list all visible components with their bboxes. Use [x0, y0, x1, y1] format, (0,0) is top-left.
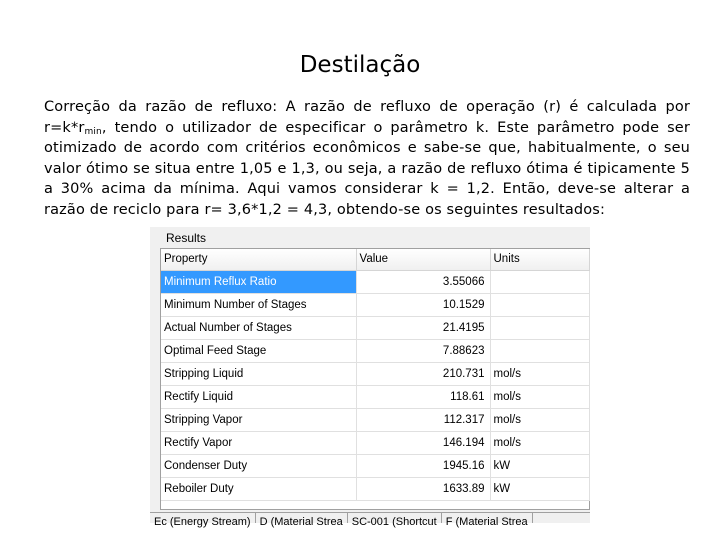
column-header-property[interactable]: Property — [161, 249, 356, 270]
page-title: Destilação — [299, 52, 421, 78]
cell-units[interactable]: kW — [490, 454, 589, 477]
table-row[interactable] — [161, 362, 589, 385]
cell-units[interactable]: mol/s — [490, 362, 589, 385]
cell-units[interactable]: mol/s — [490, 385, 589, 408]
paragraph-text-end: , tendo o utilizador de especificar o parâmetro k. Este parâmetro pode ser otimizado de acordo com critérios econômicos e sabe-se que, habitualmente, o seu valor ótimo se situa entre 1,05 e 1,3, ou seja, a razão de refluxo ótima é tipicamente 5 a 30% acima da mínima. Aqui vamos considerar k = 1,2. Então, deve-se alterar a razão de reciclo para r= 3,6*1,2 = 4,3, obtendo-se os seguintes resultados: — [44, 119, 690, 218]
header-row — [161, 249, 589, 270]
tab-material-stream-d[interactable]: D (Material Strea — [256, 513, 348, 523]
cell-property[interactable]: Reboiler Duty — [161, 477, 356, 500]
cell-property[interactable]: Rectify Liquid — [161, 385, 356, 408]
paragraph-text-start: Correção da razão de refluxo: A razão de refluxo de operação (r) é calculada por r=k*r — [44, 99, 690, 136]
cell-value[interactable]: 210.731 — [356, 362, 490, 385]
table-row[interactable] — [161, 454, 589, 477]
table-row[interactable] — [161, 316, 589, 339]
cell-property[interactable]: Stripping Vapor — [161, 408, 356, 431]
results-label: Results — [166, 231, 207, 245]
table-row[interactable] — [161, 270, 589, 293]
cell-value[interactable]: 21.4195 — [356, 316, 490, 339]
cell-units[interactable] — [490, 316, 589, 339]
cell-units[interactable]: kW — [490, 477, 589, 500]
table-row[interactable] — [161, 385, 589, 408]
cell-value[interactable]: 112.317 — [356, 408, 490, 431]
cell-value[interactable]: 1945.16 — [356, 454, 490, 477]
cell-value[interactable]: 118.61 — [356, 385, 490, 408]
cell-value[interactable]: 7.88623 — [356, 339, 490, 362]
cell-property[interactable]: Actual Number of Stages — [161, 316, 356, 339]
cell-property[interactable]: Stripping Liquid — [161, 362, 356, 385]
results-table — [161, 249, 590, 501]
table-row[interactable] — [161, 408, 589, 431]
cell-units[interactable]: mol/s — [490, 408, 589, 431]
cell-value[interactable]: 3.55066 — [356, 270, 490, 293]
cell-value[interactable]: 1633.89 — [356, 477, 490, 500]
column-header-units[interactable]: Units — [490, 249, 589, 270]
tab-material-stream-f[interactable]: F (Material Strea — [442, 513, 533, 523]
table-row[interactable] — [161, 293, 589, 316]
cell-property[interactable]: Rectify Vapor — [161, 431, 356, 454]
tab-shortcut-column[interactable]: SC-001 (Shortcut — [348, 513, 442, 523]
paragraph-subscript: min — [84, 126, 102, 137]
cell-property[interactable]: Minimum Number of Stages — [161, 293, 356, 316]
column-header-value[interactable]: Value — [356, 249, 490, 270]
cell-value[interactable]: 146.194 — [356, 431, 490, 454]
cell-property[interactable]: Optimal Feed Stage — [161, 339, 356, 362]
body-paragraph — [44, 97, 690, 220]
results-grid[interactable] — [160, 248, 590, 510]
cell-value[interactable]: 10.1529 — [356, 293, 490, 316]
stream-tab-bar — [150, 512, 590, 528]
cell-property[interactable]: Condenser Duty — [161, 454, 356, 477]
table-row[interactable] — [161, 477, 589, 500]
cell-units[interactable]: mol/s — [490, 431, 589, 454]
table-row[interactable] — [161, 431, 589, 454]
tab-energy-stream[interactable]: Ec (Energy Stream) — [150, 513, 256, 523]
cell-units[interactable] — [490, 293, 589, 316]
table-row[interactable] — [161, 339, 589, 362]
cell-units[interactable] — [490, 339, 589, 362]
cell-units[interactable] — [490, 270, 589, 293]
cell-property[interactable]: Minimum Reflux Ratio — [161, 270, 356, 293]
results-panel — [150, 227, 590, 528]
